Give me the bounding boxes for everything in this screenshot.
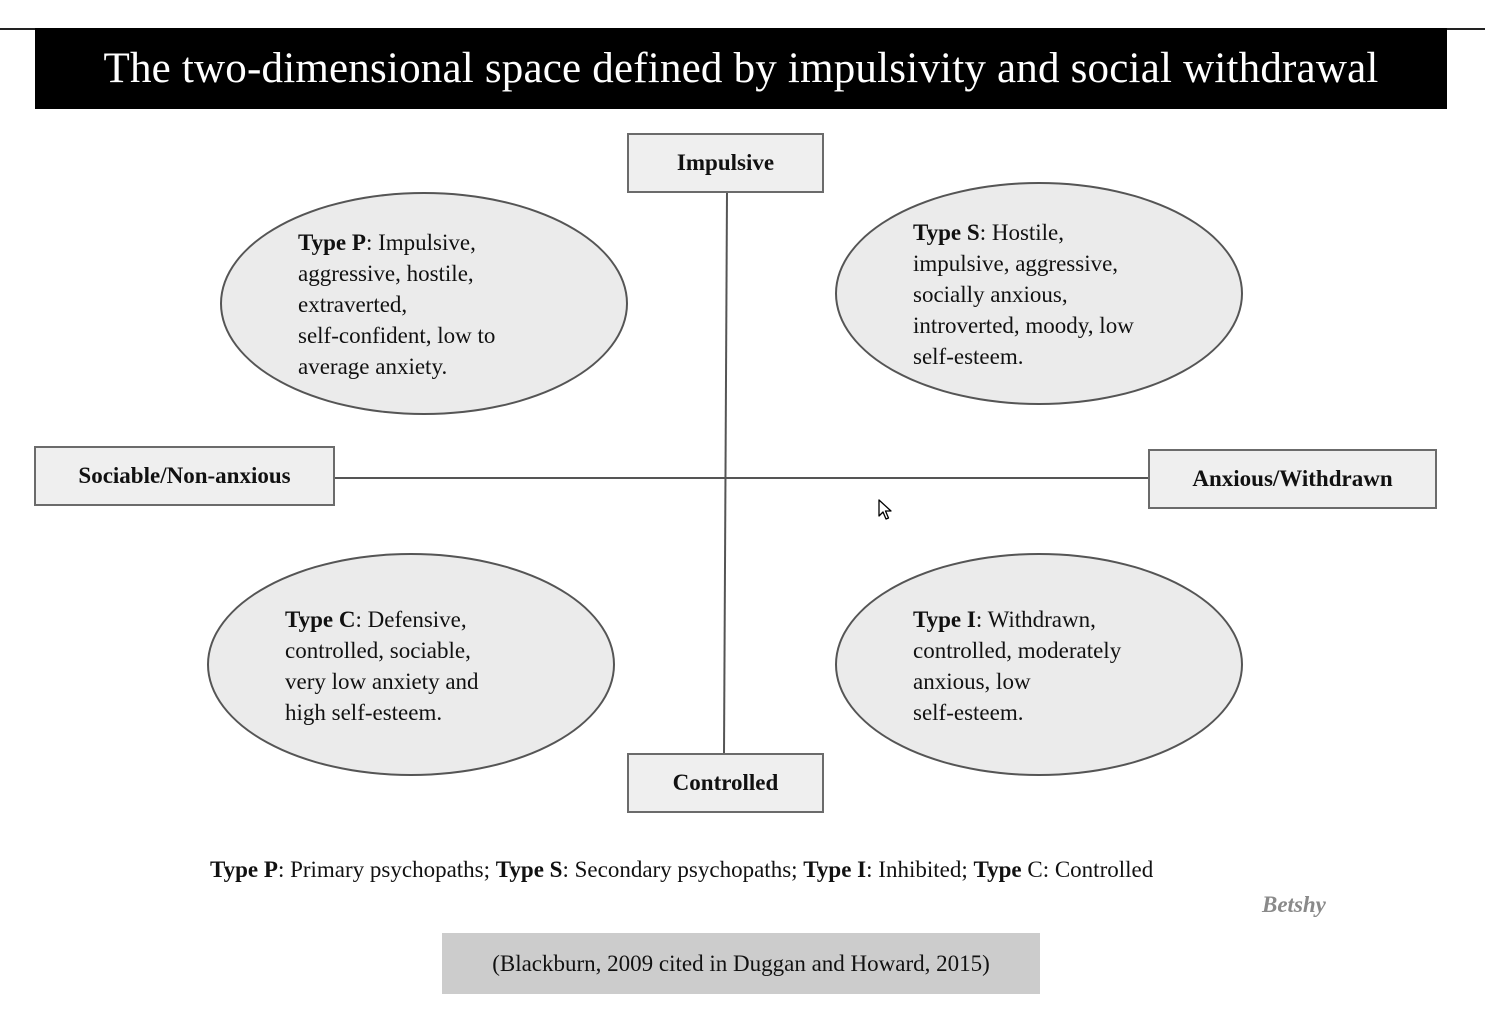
page-title: The two-dimensional space defined by impulsivity and social withdrawal [103, 45, 1379, 92]
type-p-line: : Impulsive, [365, 230, 476, 255]
type-i-line: self-esteem. [913, 700, 1024, 725]
type-p-line: self-confident, low to [298, 323, 496, 348]
type-s-line: socially anxious, [913, 282, 1068, 307]
type-i-line: : Withdrawn, [975, 607, 1096, 632]
type-c-line: : Defensive, [355, 607, 467, 632]
type-c-label: Type C [285, 607, 356, 632]
horizontal-axis [334, 477, 1149, 479]
legend-desc-p: : Primary psychopaths; [277, 857, 496, 882]
type-p-line: average anxiety. [298, 354, 448, 379]
axis-label-sociable-text: Sociable/Non-anxious [78, 463, 291, 488]
legend-type-s: Type S [495, 857, 563, 882]
axis-label-sociable [34, 446, 335, 506]
type-i-description [913, 604, 1121, 728]
type-s-label: Type S [913, 220, 980, 245]
type-i-label: Type I [913, 607, 976, 632]
type-c-description [285, 604, 479, 728]
legend-desc-c: C: Controlled [1021, 857, 1154, 882]
axis-label-impulsive [627, 133, 824, 193]
axis-label-anxious-text: Anxious/Withdrawn [1192, 466, 1393, 491]
type-i-line: anxious, low [913, 669, 1031, 694]
axis-label-anxious [1148, 449, 1437, 509]
type-s-line: : Hostile, [979, 220, 1065, 245]
legend-type-i: Type I [803, 857, 867, 882]
legend-desc-i: : Inhibited; [866, 857, 974, 882]
axis-label-impulsive-text: Impulsive [676, 150, 775, 175]
type-p-line: aggressive, hostile, [298, 261, 474, 286]
mouse-cursor-icon [878, 499, 894, 521]
legend-desc-s: : Secondary psychopaths; [562, 857, 804, 882]
legend-type-c: Type [973, 857, 1022, 882]
type-s-description [913, 217, 1134, 372]
legend-type-p: Type P [210, 857, 278, 882]
type-p-line: extraverted, [298, 292, 408, 317]
type-i-line: controlled, moderately [913, 638, 1122, 663]
type-c-line: very low anxiety and [285, 669, 479, 694]
type-s-line: introverted, moody, low [913, 313, 1134, 338]
type-p-label: Type P [298, 230, 366, 255]
axis-label-controlled-text: Controlled [672, 770, 779, 795]
citation-text: (Blackburn, 2009 cited in Duggan and Howard, 2015) [492, 950, 990, 976]
axis-label-controlled [627, 753, 824, 813]
signature: Betshy [1262, 892, 1326, 917]
type-s-line: impulsive, aggressive, [913, 251, 1119, 276]
citation-box [442, 933, 1040, 994]
type-legend [210, 857, 1153, 883]
type-c-line: high self-esteem. [285, 700, 443, 725]
type-c-line: controlled, sociable, [285, 638, 471, 663]
type-s-line: self-esteem. [913, 344, 1024, 369]
type-p-description [298, 227, 495, 382]
